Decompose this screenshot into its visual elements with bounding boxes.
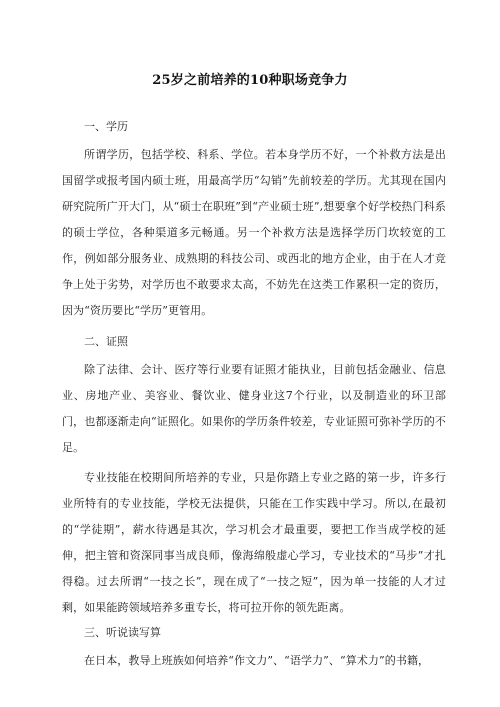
paragraph-certificates: 除了法律、会计、医疗等行业要有证照才能执业，目前包括金融业、信息业、房地产业、美容业、餐饮业、健身业这7个行业，以及制造业的环卫部门，也都逐渐走向“证照化。如果你的学历条件较差，专业证照可弥补学历的不足。 [62, 363, 446, 454]
document-title: 25岁之前培养的10种职场竞争力 [152, 73, 348, 88]
section-heading-education: 一、学历 [84, 120, 128, 133]
paragraph-education: 所谓学历，包括学校、科系、学位。若本身学历不好，一个补救方法是出国留学或报考国内硕士班，用最高学历“勾销”先前较差的学历。尤其现在国内研究院所广开大门，从“硕士在职班”到“产业硕士班”,想要拿个好学校热门科系的硕士学位，各种渠道多元畅通。另一个补救方法是选择学历门坎较宽的工作，例如部分服务业、成熟期的科技公司、或西北的地方企业，由于在人才竞争上处于劣势，对学历也不敢要求太高，不妨先在这类工作累积一定的资历，因为“资历要比“学历”更管用。 [62, 148, 446, 317]
document-body [62, 119, 446, 678]
paragraph-professional-skills: 专业技能在校期间所培养的专业，只是你踏上专业之路的第一步，许多行业所特有的专业技能，学校无法提供，只能在工作实践中学习。所以,在最初的“学徒期”，薪水待遇是其次，学习机会才最重要，要把工作当成学校的延伸，把主管和资深同事当成良师，像海绵般虚心学习，专业技术的“马步”才扎得稳。过去所谓“一技之长”，现在成了“一技之短”，因为单一技能的人才过剩，如果能跨领域培养多重专长，将可拉开你的领先距离。 [62, 471, 446, 614]
section-heading-certificates: 二、证照 [84, 335, 128, 348]
paragraph-communication-skills: 在日本，教导上班族如何培养“作文力”、“语学力”、“算术力”的书籍， [84, 654, 430, 667]
section-heading-communication-skills: 三、听说读写算 [84, 626, 161, 639]
